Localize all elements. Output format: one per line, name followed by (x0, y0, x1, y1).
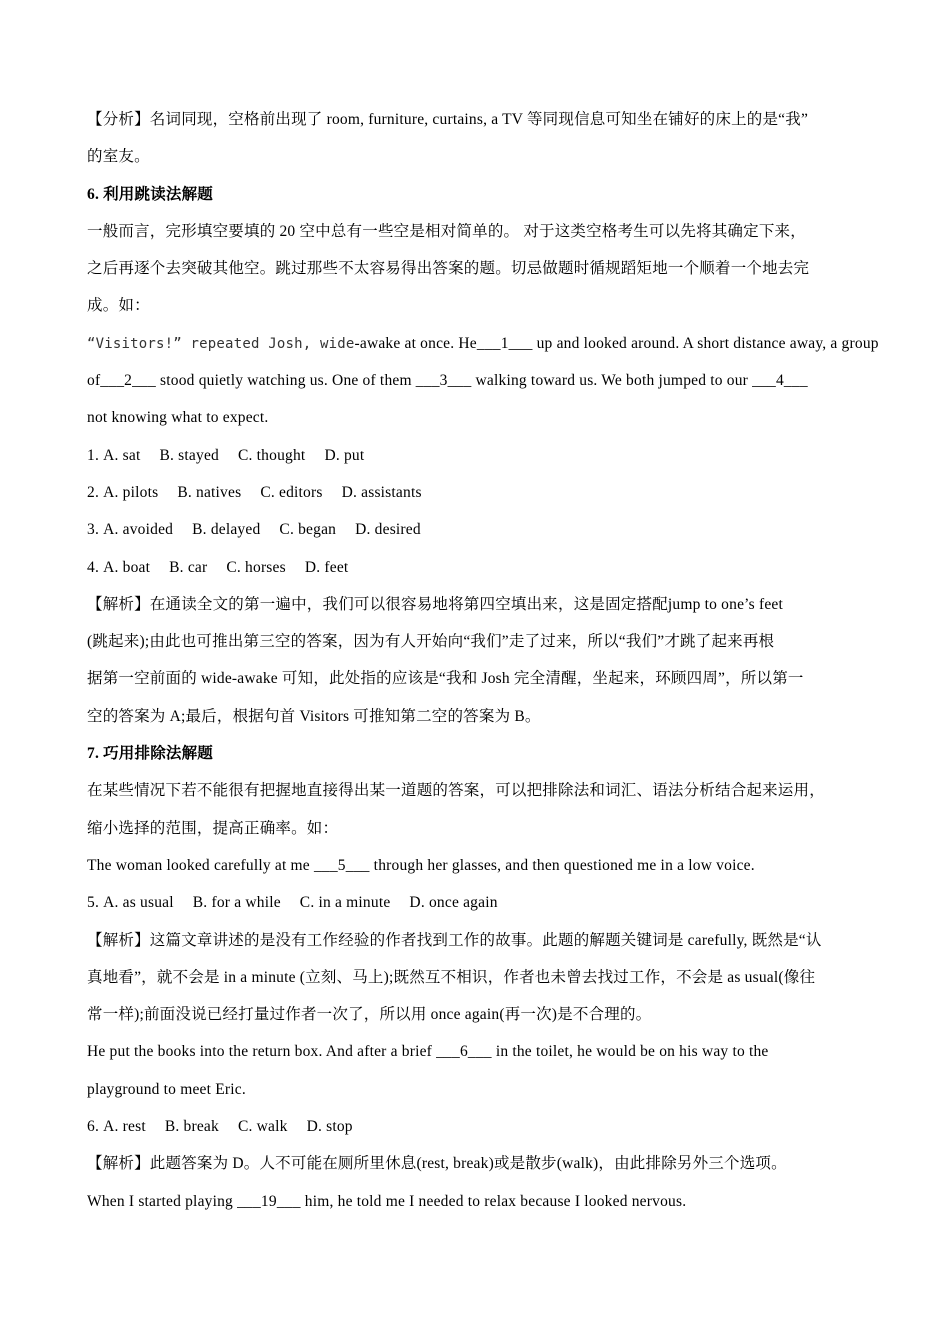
option-b: B. natives (177, 483, 242, 501)
option-d: D. assistants (341, 483, 422, 501)
analysis-paragraph-line-1: 【分析】名词同现，空格前出现了 room, furniture, curtains, a TV 等同现信息可知坐在铺好的床上的是“我” (87, 111, 809, 128)
explanation-1-line-1: 【解析】在通读全文的第一遍中，我们可以很容易地将第四空填出来，这是固定搭配jump to one’s feet (87, 595, 783, 613)
explanation-2-line-2: 真地看”，就不会是 in a minute (立刻、马上);既然互不相识，作者也未曾去找过工作，不会是 as usual(像往 (87, 968, 816, 986)
question-4 (87, 549, 877, 586)
example-passage-line-2: of___2___ stood quietly watching us. One of them ___3___ walking toward us. We both jumped to our ___4___ (87, 372, 808, 390)
option-a: A. as usual (103, 894, 174, 912)
option-c: C. walk (237, 1118, 288, 1136)
section-heading-skip-reading: 6. 利用跳读法解题 (87, 185, 214, 203)
question-number: 2. (87, 483, 100, 501)
option-d: D. desired (355, 521, 421, 539)
example-sentence-5: The woman looked carefully at me ___5___ through her glasses, and then questioned me in a low voice. (87, 856, 755, 874)
question-number: 1. (87, 446, 100, 464)
option-b: B. delayed (192, 521, 261, 539)
skip-reading-paragraph-line-2: 之后再逐个去突破其他空。跳过那些不太容易得出答案的题。切忌做题时循规蹈矩地一个顺着一个地去完 (87, 260, 810, 278)
example-sentence-6-line-1: He put the books into the return box. And after a brief ___6___ in the toilet, he would be on his way to the (87, 1043, 769, 1061)
option-c: C. in a minute (299, 894, 391, 912)
example-passage-line-1 (87, 325, 877, 362)
example-sentence-6-line-2: playground to meet Eric. (87, 1080, 246, 1098)
elimination-paragraph-line-1: 在某些情况下若不能很有把握地直接得出某一道题的答案，可以把排除法和词汇、语法分析结合起来运用， (87, 782, 825, 800)
question-1 (87, 437, 877, 474)
option-a: A. boat (103, 558, 151, 576)
option-b: B. stayed (159, 446, 219, 464)
option-b: B. for a while (192, 894, 281, 912)
explanation-1-line-3: 据第一空前面的 wide-awake 可知，此处指的应该是“我和 Josh 完全清醒，坐起来，环顾四周”，所以第一 (87, 670, 804, 688)
option-a: A. sat (103, 446, 141, 464)
example-passage-continuation: -awake at once. He___1___ up and looked around. A short distance away, a group (354, 334, 879, 352)
elimination-paragraph-line-2: 缩小选择的范围，提高正确率。如： (87, 819, 339, 837)
explanation-2-line-1: 【解析】这篇文章讲述的是没有工作经验的作者找到工作的故事。此题的解题关键词是 carefully, 既然是“认 (87, 931, 822, 949)
question-number: 4. (87, 558, 100, 576)
example-passage-line-3: not knowing what to expect. (87, 409, 269, 427)
question-2 (87, 474, 877, 511)
option-d: D. once again (409, 894, 498, 912)
option-a: A. pilots (103, 483, 159, 501)
question-6 (87, 1108, 877, 1145)
question-5 (87, 884, 877, 921)
option-c: C. editors (260, 483, 323, 501)
option-d: D. put (324, 446, 365, 464)
skip-reading-paragraph-line-3: 成。如： (87, 297, 150, 315)
question-number: 3. (87, 521, 100, 539)
option-a: A. rest (103, 1118, 146, 1136)
option-c: C. began (279, 521, 337, 539)
skip-reading-paragraph-line-1: 一般而言，完形填空要填的 20 空中总有一些空是相对简单的。 对于这类空格考生可以先将其确定下来， (87, 222, 806, 240)
explanation-2-line-3: 常一样);前面没说已经打量过作者一次了，所以用 once again(再一次)是不合理的。 (87, 1006, 652, 1024)
option-b: B. car (169, 558, 208, 576)
section-heading-elimination: 7. 巧用排除法解题 (87, 745, 214, 763)
option-c: C. thought (237, 446, 306, 464)
question-number: 5. (87, 894, 100, 912)
option-b: B. break (164, 1118, 219, 1136)
option-c: C. horses (226, 558, 286, 576)
document-page (87, 101, 877, 1220)
option-d: D. feet (304, 558, 349, 576)
explanation-3: 【解析】此题答案为 D。人不可能在厕所里休息(rest, break)或是散步(walk)，由此排除另外三个选项。 (87, 1155, 787, 1173)
option-a: A. avoided (103, 521, 174, 539)
option-d: D. stop (306, 1118, 353, 1136)
explanation-1-line-2: (跳起来);由此也可推出第三空的答案，因为有人开始向“我们”走了过来，所以“我们”才跳了起来再根 (87, 633, 775, 651)
question-number: 6. (87, 1118, 100, 1136)
example-quote: “Visitors!” repeated Josh, wide (87, 335, 355, 352)
analysis-paragraph-line-2: 的室友。 (87, 148, 150, 166)
question-3 (87, 511, 877, 548)
example-sentence-19: When I started playing ___19___ him, he told me I needed to relax because I looked nervous. (87, 1192, 687, 1210)
explanation-1-line-4: 空的答案为 A;最后，根据句首 Visitors 可推知第二空的答案为 B。 (87, 707, 541, 725)
